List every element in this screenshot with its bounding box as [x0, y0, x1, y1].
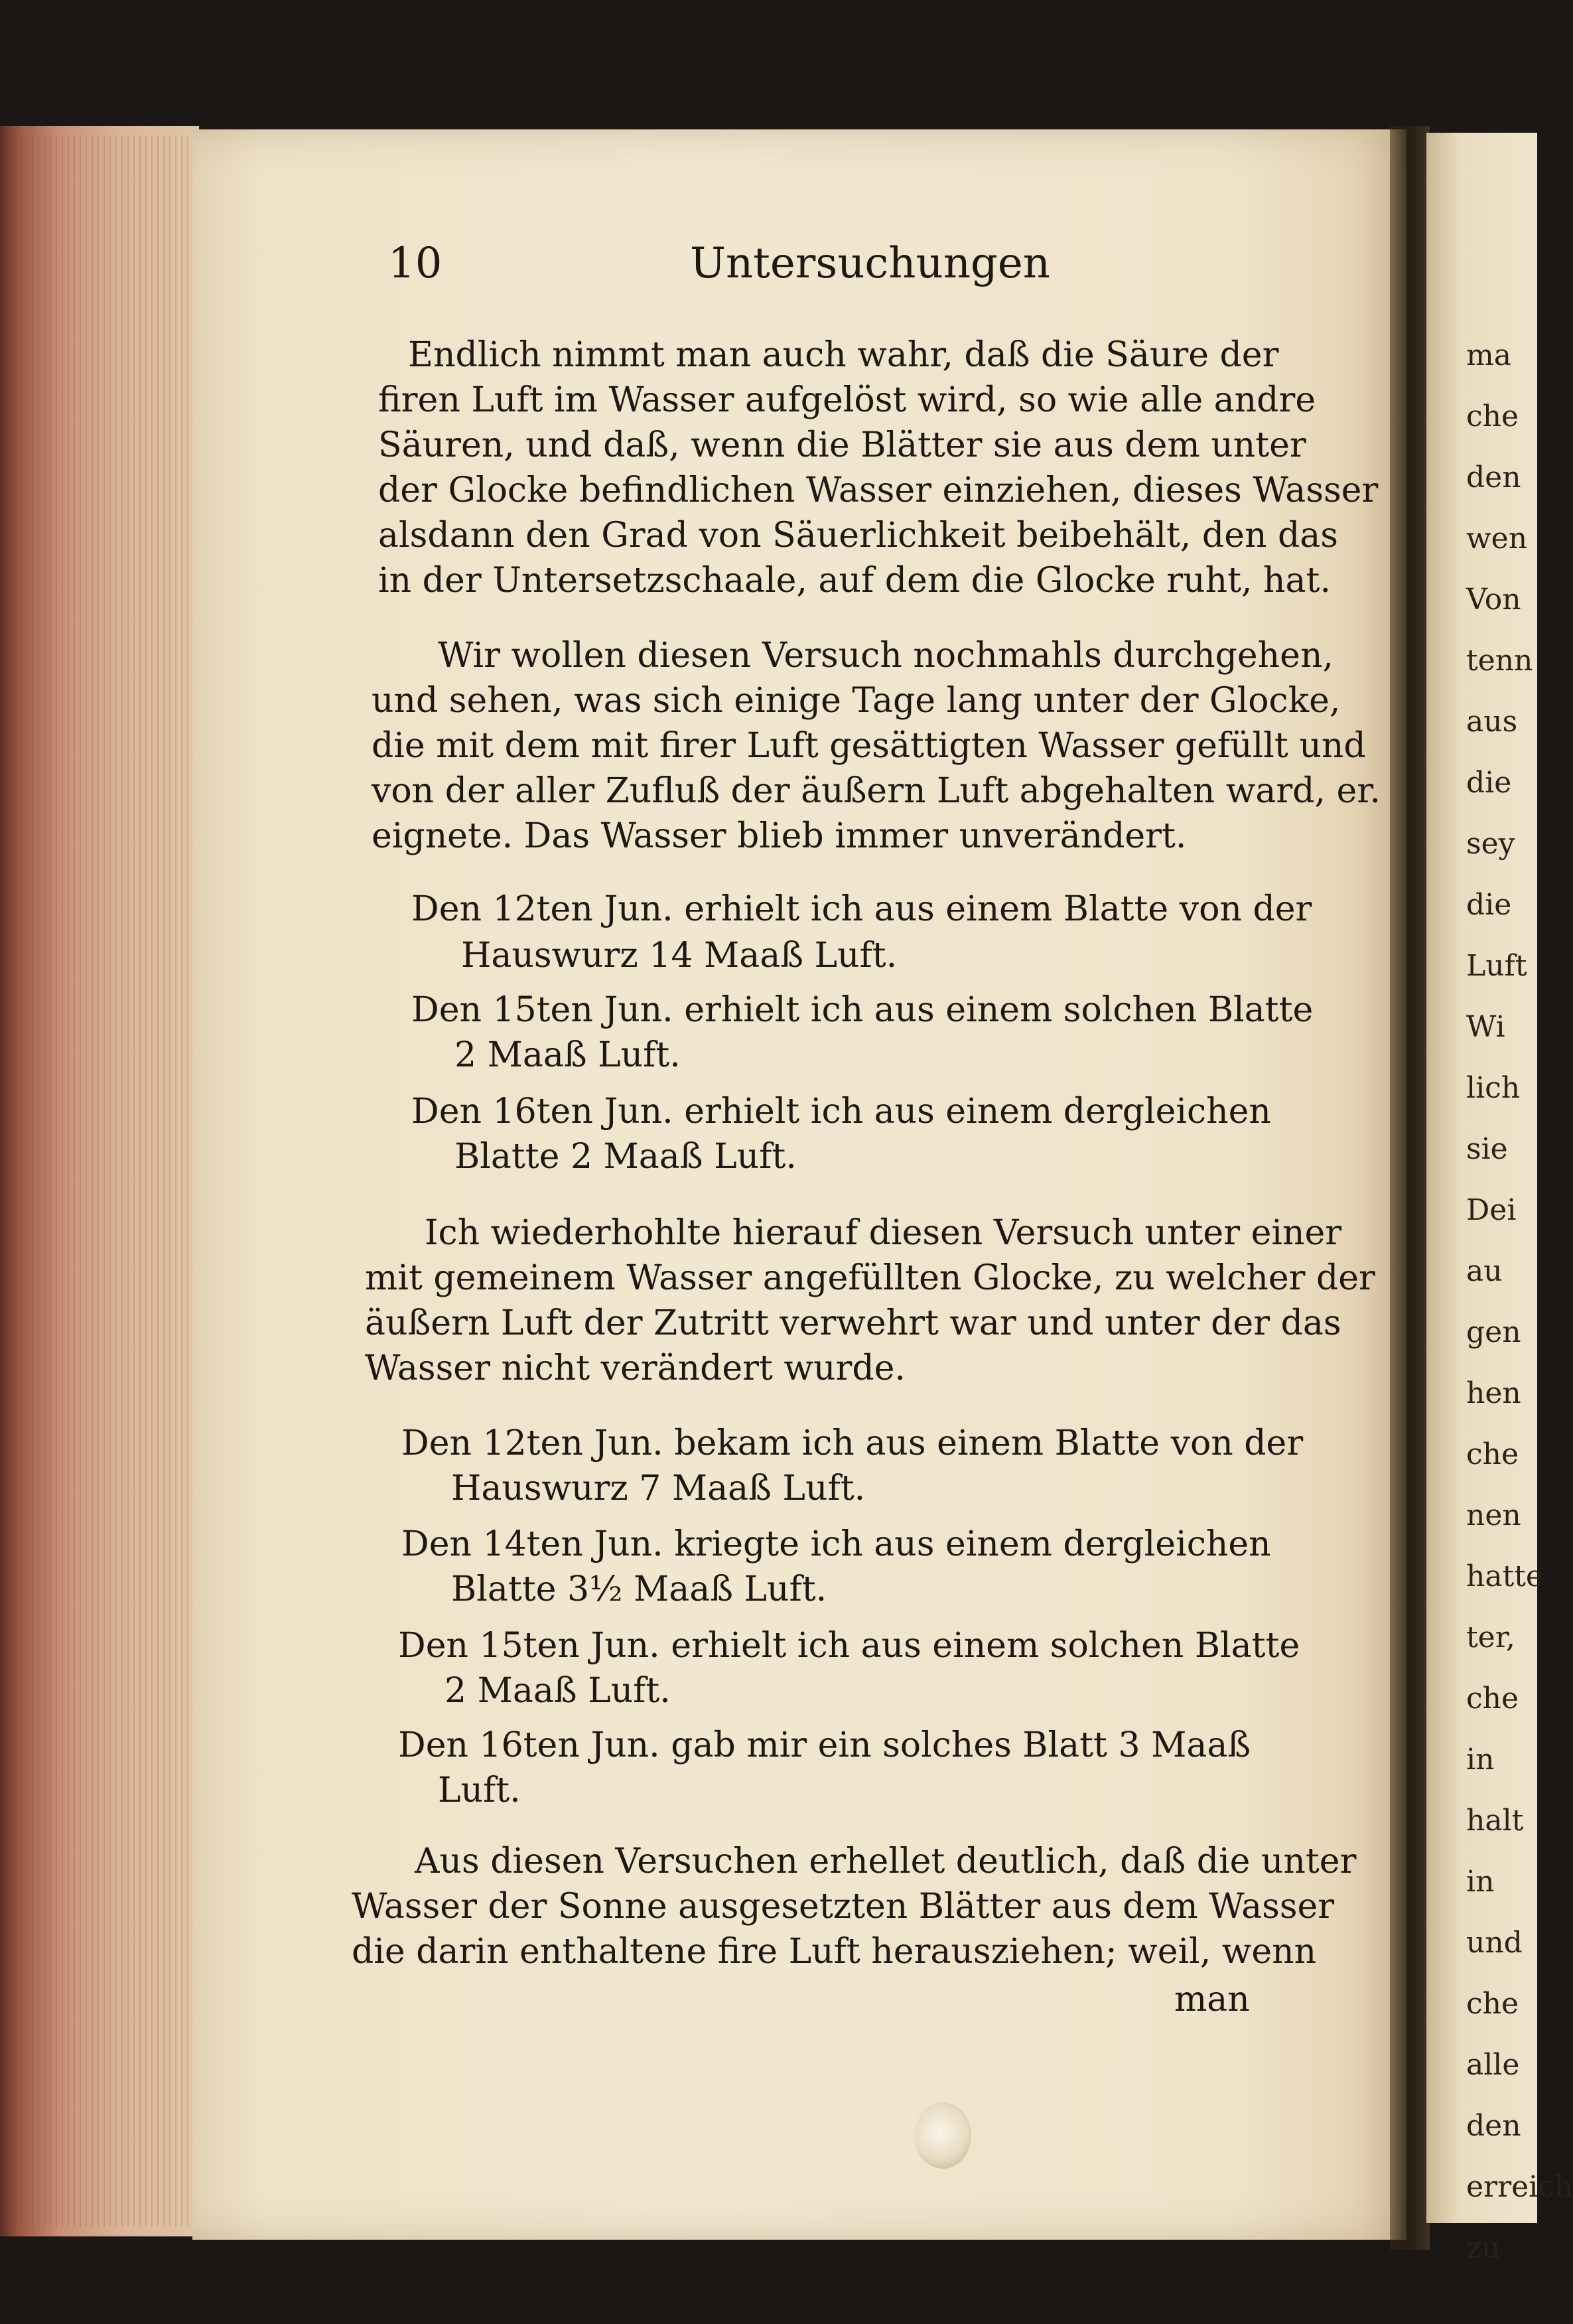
paragraph-2-line-5: eignete. Das Wasser blieb immer unverändert. — [372, 816, 1187, 856]
facing-page-fragment-4: Von — [1466, 583, 1521, 617]
facing-page-fragment-5: tenn — [1466, 644, 1533, 678]
facing-page-fragment-19: nen — [1466, 1498, 1521, 1532]
paragraph-4-line-3: die darin enthaltene fire Luft herausziehen; weil, wenn — [352, 1932, 1317, 1972]
list-2-item-4-line-1: Den 16ten Jun. gab mir ein solches Blatt 3 Maaß — [398, 1725, 1251, 1765]
paragraph-2-line-3: die mit dem mit firer Luft gesättigten Wasser gefüllt und — [372, 726, 1366, 766]
facing-page-fragment-17: hen — [1466, 1376, 1521, 1410]
page-number: 10 — [388, 239, 443, 288]
facing-page-fragment-11: Wi — [1466, 1010, 1505, 1044]
list-1-item-1-line-1: Den 12ten Jun. erhielt ich aus einem Blatte von der — [411, 889, 1312, 929]
list-2-item-3-line-1: Den 15ten Jun. erhielt ich aus einem solchen Blatte — [398, 1626, 1300, 1666]
paragraph-3-line-4: Wasser nicht verändert wurde. — [365, 1348, 906, 1388]
facing-page-fragment-8: sey — [1466, 827, 1515, 861]
facing-page-fragment-13: sie — [1466, 1132, 1508, 1166]
facing-page-fragment-21: ter, — [1466, 1621, 1515, 1654]
paragraph-4-line-2: Wasser der Sonne ausgesetzten Blätter aus dem Wasser — [352, 1887, 1335, 1926]
facing-page-fragment-6: aus — [1466, 705, 1518, 739]
catchword: man — [1174, 1980, 1250, 2019]
list-1-item-3-line-2: Blatte 2 Maaß Luft. — [454, 1137, 797, 1177]
list-1-item-1-line-2: Hauswurz 14 Maaß Luft. — [461, 936, 898, 976]
page-stack-lines — [20, 136, 199, 2226]
paper-hole — [914, 2102, 971, 2169]
facing-page-fragment-28: alle — [1466, 2048, 1520, 2082]
facing-page-fragment-20: hatte — [1466, 1560, 1543, 1593]
paragraph-1-line-6: in der Untersetzschaale, auf dem die Glocke ruht, hat. — [378, 561, 1331, 601]
list-2-item-3-line-2: 2 Maaß Luft. — [445, 1671, 671, 1711]
paragraph-4-line-1: Aus diesen Versuchen erhellet deutlich, daß die unter — [415, 1842, 1357, 1881]
facing-page-fragment-7: die — [1466, 766, 1512, 800]
paragraph-1-line-2: firen Luft im Wasser aufgelöst wird, so wie alle andre — [378, 380, 1316, 420]
paragraph-3-line-1: Ich wiederhohlte hierauf diesen Versuch unter einer — [425, 1213, 1342, 1253]
facing-page-fragment-26: und — [1466, 1926, 1523, 1960]
facing-page-fragment-15: au — [1466, 1254, 1503, 1288]
facing-page-fragment-23: in — [1466, 1743, 1495, 1777]
paragraph-3-line-2: mit gemeinem Wasser angefüllten Glocke, zu welcher der — [365, 1258, 1375, 1298]
paragraph-1-line-4: der Glocke befindlichen Wasser einziehen, dieses Wasser — [378, 471, 1379, 510]
list-1-item-2-line-1: Den 15ten Jun. erhielt ich aus einem solchen Blatte — [411, 990, 1314, 1030]
facing-page-fragment-2: den — [1466, 461, 1521, 494]
facing-page-fragment-27: che — [1466, 1987, 1519, 2021]
paragraph-3-line-3: äußern Luft der Zutritt verwehrt war und unter der das — [365, 1303, 1341, 1343]
paragraph-1-line-1: Endlich nimmt man auch wahr, daß die Säure der — [408, 335, 1279, 375]
facing-page-fragment-9: die — [1466, 888, 1512, 922]
facing-page-fragment-29: den — [1466, 2109, 1521, 2143]
facing-page-fragment-1: che — [1466, 399, 1519, 433]
book-gutter — [1390, 126, 1430, 2250]
facing-page-fragment-25: in — [1466, 1865, 1495, 1899]
facing-page-fragment-0: ma — [1466, 338, 1511, 372]
facing-page-fragment-3: wen — [1466, 522, 1528, 555]
paragraph-2-line-2: und sehen, was sich einige Tage lang unter der Glocke, — [372, 681, 1341, 721]
list-2-item-2-line-2: Blatte 3½ Maaß Luft. — [451, 1569, 827, 1609]
list-2-item-4-line-2: Luft. — [438, 1771, 521, 1810]
facing-page-fragment-18: che — [1466, 1437, 1519, 1471]
paragraph-2-line-4: von der aller Zufluß der äußern Luft abgehalten ward, er. — [372, 771, 1381, 811]
paragraph-1-line-5: alsdann den Grad von Säuerlichkeit beibehält, den das — [378, 516, 1338, 555]
list-2-item-1-line-1: Den 12ten Jun. bekam ich aus einem Blatte von der — [401, 1423, 1304, 1463]
list-2-item-2-line-1: Den 14ten Jun. kriegte ich aus einem dergleichen — [401, 1524, 1271, 1564]
paragraph-1-line-3: Säuren, und daß, wenn die Blätter sie aus dem unter — [378, 425, 1306, 465]
running-title: Untersuchungen — [690, 239, 1050, 288]
list-1-item-2-line-2: 2 Maaß Luft. — [454, 1035, 681, 1075]
facing-page-fragment-10: Luft — [1466, 949, 1527, 983]
facing-page-fragment-22: che — [1466, 1682, 1519, 1715]
list-1-item-3-line-1: Den 16ten Jun. erhielt ich aus einem dergleichen — [411, 1092, 1271, 1131]
facing-page-fragment-14: Dei — [1466, 1193, 1517, 1227]
facing-page-fragment-31: zu — [1466, 2231, 1501, 2265]
facing-page-fragment-12: lich — [1466, 1071, 1521, 1105]
facing-page-fragment — [1426, 133, 1573, 2265]
paragraph-2-line-1: Wir wollen diesen Versuch nochmahls durchgehen, — [438, 636, 1334, 676]
facing-page-fragment-24: halt — [1466, 1804, 1524, 1838]
list-2-item-1-line-2: Hauswurz 7 Maaß Luft. — [451, 1469, 866, 1508]
facing-page-fragment-30: erreich — [1466, 2170, 1573, 2204]
facing-page-fragment-16: gen — [1466, 1315, 1521, 1349]
